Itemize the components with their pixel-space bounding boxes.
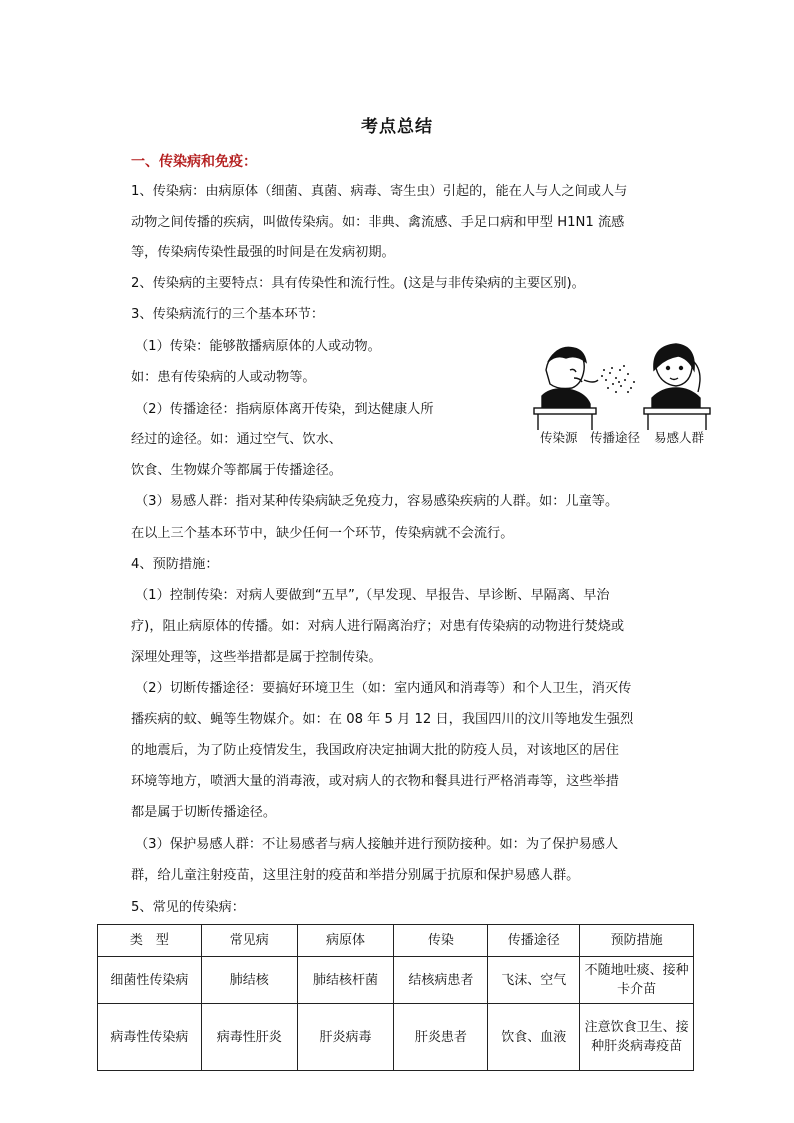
table-cell: 肝炎病毒 <box>297 1004 394 1071</box>
paragraph-line: （2）传播途径：指病原体离开传染，到达健康人所 <box>135 402 434 417</box>
table-cell: 肝炎患者 <box>394 1004 488 1071</box>
table-row <box>98 1004 694 1071</box>
table-header: 病原体 <box>297 925 394 957</box>
paragraph-line: （1）传染：能够散播病原体的人或动物。 <box>135 339 381 354</box>
paragraph-line: （3）易感人群：指对某种传染病缺乏免疫力，容易感染疾病的人群。如：儿童等。 <box>135 494 619 509</box>
paragraph-line: 如：患有传染病的人或动物等。 <box>131 370 316 385</box>
paragraph-line: 深埋处理等，这些举措都是属于控制传染。 <box>131 650 382 665</box>
paragraph-line: 3、传染病流行的三个基本环节： <box>131 307 325 322</box>
page-title: 考点总结 <box>361 117 433 137</box>
disease-table <box>97 924 694 1071</box>
paragraph-line: 1、传染病：由病原体（细菌、真菌、病毒、寄生虫）引起的，能在人与人之间或人与 <box>131 184 628 199</box>
table-header: 常见病 <box>201 925 297 957</box>
paragraph-line: 群，给儿童注射疫苗，这里注射的疫苗和举措分别属于抗原和保护易感人群。 <box>131 868 580 883</box>
paragraph-line: 饮食、生物媒介等都属于传播途径。 <box>131 463 342 478</box>
section-heading: 一、传染病和免疫： <box>131 154 257 170</box>
paragraph-line: 都是属于切断传播途径。 <box>131 805 277 820</box>
table-row <box>98 957 694 1004</box>
figure-caption-route: 传播途径 <box>590 430 641 445</box>
paragraph-line: 的地震后，为了防止疫情发生，我国政府决定抽调大批的防疫人员，对该地区的居住 <box>131 743 619 758</box>
paragraph-line: 等，传染病传染性最强的时间是在发病初期。 <box>131 245 395 260</box>
table-header: 传播途径 <box>488 925 580 957</box>
table-cell: 肺结核杆菌 <box>297 957 394 1004</box>
table-cell: 不随地吐痰、接种卡介苗 <box>580 957 694 1004</box>
table-cell: 飞沫、空气 <box>488 957 580 1004</box>
table-cell: 饮食、血液 <box>488 1004 580 1071</box>
table-cell: 注意饮食卫生、接种肝炎病毒疫苗 <box>580 1004 694 1071</box>
table-cell: 结核病患者 <box>394 957 488 1004</box>
paragraph-line: 播疾病的蚊、蝇等生物媒介。如：在 08 年 5 月 12 日，我国四川的汶川等地发生强烈 <box>131 712 634 727</box>
table-cell: 病毒性肝炎 <box>201 1004 297 1071</box>
droplet-spray <box>601 365 635 393</box>
infected-person-figure <box>534 347 598 430</box>
susceptible-person-figure <box>644 344 710 430</box>
table-header: 预防措施 <box>580 925 694 957</box>
table-cell: 肺结核 <box>201 957 297 1004</box>
paragraph-line: （1）控制传染：对病人要做到“五早”,（早发现、早报告、早诊断、早隔离、早治 <box>135 588 610 603</box>
paragraph-line: 疗)，阻止病原体的传播。如：对病人进行隔离治疗；对患有传染病的动物进行焚烧或 <box>131 619 625 634</box>
paragraph-line: （2）切断传播途径：要搞好环境卫生（如：室内通风和消毒等）和个人卫生，消灭传 <box>135 681 632 696</box>
table-header-row <box>98 925 694 957</box>
paragraph-line: 5、常见的传染病： <box>131 900 245 915</box>
paragraph-line: （3）保护易感人群：不让易感者与病人接触并进行预防接种。如：为了保护易感人 <box>135 837 619 852</box>
table-cell: 病毒性传染病 <box>98 1004 202 1071</box>
paragraph-line: 环境等地方，喷洒大量的消毒液，或对病人的衣物和餐具进行严格消毒等，这些举措 <box>131 774 619 789</box>
table-header: 类 型 <box>98 925 202 957</box>
paragraph-line: 动物之间传播的疾病，叫做传染病。如：非典、禽流感、手足口病和甲型 H1N1 流感 <box>131 215 625 230</box>
figure-caption-source: 传染源 <box>540 430 578 445</box>
paragraph-line: 2、传染病的主要特点：具有传染性和流行性。(这是与非传染病的主要区别)。 <box>131 276 585 291</box>
paragraph-line: 经过的途径。如：通过空气、饮水、 <box>131 432 342 447</box>
table-header: 传染 <box>394 925 488 957</box>
paragraph-line: 在以上三个基本环节中，缺少任何一个环节，传染病就不会流行。 <box>131 526 514 541</box>
paragraph-line: 4、预防措施： <box>131 557 219 572</box>
figure-caption-susceptible: 易感人群 <box>654 430 705 445</box>
table-cell: 细菌性传染病 <box>98 957 202 1004</box>
